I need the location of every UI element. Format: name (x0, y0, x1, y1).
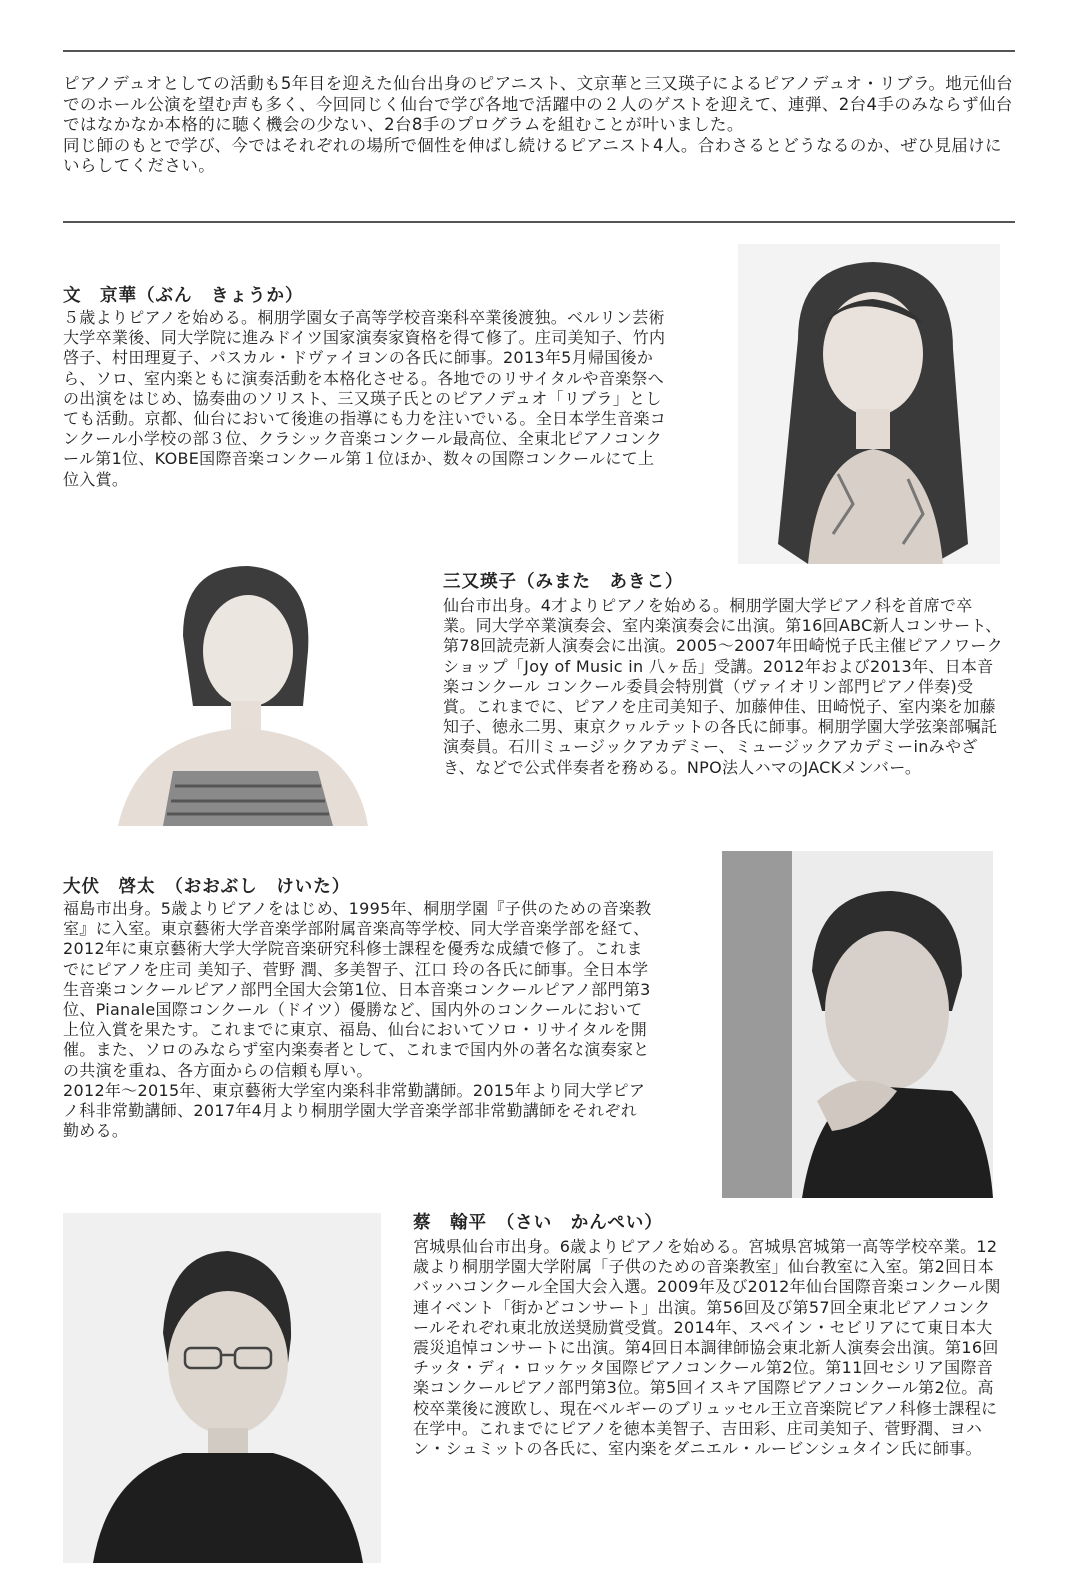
performer-photo (63, 556, 400, 826)
performer-bio-paragraph: 2012年～2015年、東京藝術大学室内楽科非常勤講師。2015年より同大学ピアノ科非常勤講師、2017年4月より桐朋学園大学音楽学部非常勤講師をそれぞれ勤める。 (63, 1080, 646, 1141)
intro-divider (63, 221, 1015, 223)
performer-photo (738, 244, 1000, 564)
intro-text (63, 74, 1018, 177)
performer-bio: 仙台市出身。4才よりピアノを始める。桐朋学園大学ピアノ科を首席で卒業。同大学卒業演奏会、室内楽演奏会に出演。第16回ABC新人コンサート、第78回読売新人演奏会に出演。2005～2007年田崎悦子氏主催ピアノワークショップ「Joy of Music in 八ヶ岳」受講。2012年および2013年、日本音楽コンクール コンクール委員会特別賞（ヴァイオリン部門ピアノ伴奏)受賞。これまでに、ピアノを庄司美知子、加藤伸佳、田崎悦子、室内楽を加藤知子、徳永二男、東京クヮルテットの各氏に師事。桐朋学園大学弦楽部嘱託演奏員。石川ミュージックアカデミー、ミュージックアカデミーinみやざき、などで公式伴奏者を務める。NPO法人ハマのJACKメンバー。 (443, 596, 1003, 777)
performer-bio-paragraph: 福島市出身。5歳よりピアノをはじめ、1995年、桐朋学園『子供のための音楽教室』に入室。東京藝術大学音楽学部附属音楽高等学校、同大学音楽学部を経て、2012年に東京藝術大学大学院音楽研究科修士課程を優秀な成績で修了。これまでにピアノを庄司 美知子、菅野 潤、多美智子、江口 玲の各氏に師事。全日本学生音楽コンクールピアノ部門全国大会第1位、日本音楽コンクールピアノ部門第3位、Pianale国際コンクール（ドイツ）優勝など、国内外のコンクールにおいて上位入賞を果たす。これまでに東京、福島、仙台においてソロ・リサイタルを開催。また、ソロのみならず室内楽奏者として、これまで国内外の著名な演奏家との共演を重ね、各方面からの信頼も厚い。 (63, 899, 652, 1080)
performer-name: 文 京華（ぶん きょうか） (63, 286, 304, 306)
intro-paragraph: ピアノデュオとしての活動も5年目を迎えた仙台出身のピアニスト、文京華と三又瑛子によるピアノデュオ・リブラ。地元仙台でのホール公演を望む声も多く、今回同じく仙台で学び各地で活躍中の２人のゲストを迎えて、連弾、2台4手のみならず仙台ではなかなか本格的に聴く機会の少ない、2台8手のプログラムを組むことが叶いました。 (63, 74, 1014, 134)
top-divider (63, 50, 1015, 52)
performer-name: 大伏 啓太 （おおぶし けいた） (63, 877, 351, 897)
intro-paragraph: 同じ師のもとで学び、今ではそれぞれの場所で個性を伸ばし続けるピアニスト4人。合わさるとどうなるのか、ぜひ見届けにいらしてください。 (63, 135, 1002, 175)
performer-photo (63, 1213, 381, 1563)
performer-name: 蔡 翰平 （さい かんぺい） (413, 1213, 663, 1233)
performer-bio: 宮城県仙台市出身。6歳よりピアノを始める。宮城県宮城第一高等学校卒業。12歳より桐朋学園大学附属「子供のための音楽教室」仙台教室に入室。第2回日本バッハコンクール全国大会入選。2009年及び2012年仙台国際音楽コンクール関連イベント「街かどコンサート」出演。第56回及び第57回全東北ピアノコンクールそれぞれ東北放送奨励賞受賞。2014年、スペイン・セビリアにて東日本大震災追悼コンサートに出演。第4回日本調律師協会東北新人演奏会出演。第16回チッタ・ディ・ロッケッタ国際ピアノコンクール第2位。第11回セシリア国際音楽コンクールピアノ部門第3位。第5回イスキア国際ピアノコンクール第2位。高校卒業後に渡欧し、現在ベルギーのブリュッセル王立音楽院ピアノ科修士課程に在学中。これまでにピアノを徳本美智子、吉田彩、庄司美知子、菅野潤、ヨハン・シュミットの各氏に、室内楽をダニエル・ルービンシュタイン氏に師事。 (413, 1237, 1001, 1459)
performer-name: 三又瑛子（みまた あきこ） (443, 572, 684, 592)
performer-photo (722, 851, 993, 1198)
performer-bio: ５歳よりピアノを始める。桐朋学園女子高等学校音楽科卒業後渡独。ベルリン芸術大学卒業後、同大学院に進みドイツ国家演奏家資格を得て修了。庄司美知子、竹内啓子、村田理夏子、パスカル・ドヴァイヨンの各氏に師事。2013年5月帰国後から、ソロ、室内楽ともに演奏活動を本格化させる。各地でのリサイタルや音楽祭への出演をはじめ、協奏曲のソリスト、三又瑛子氏とのピアノデュオ「リブラ」としても活動。京都、仙台において後進の指導にも力を注いでいる。全日本学生音楽コンクール小学校の部３位、クラシック音楽コンクール最高位、全東北ピアノコンクール第1位、KOBE国際音楽コンクール第１位ほか、数々の国際コンクールにて上位入賞。 (63, 308, 667, 489)
performer-bio (63, 899, 653, 1141)
